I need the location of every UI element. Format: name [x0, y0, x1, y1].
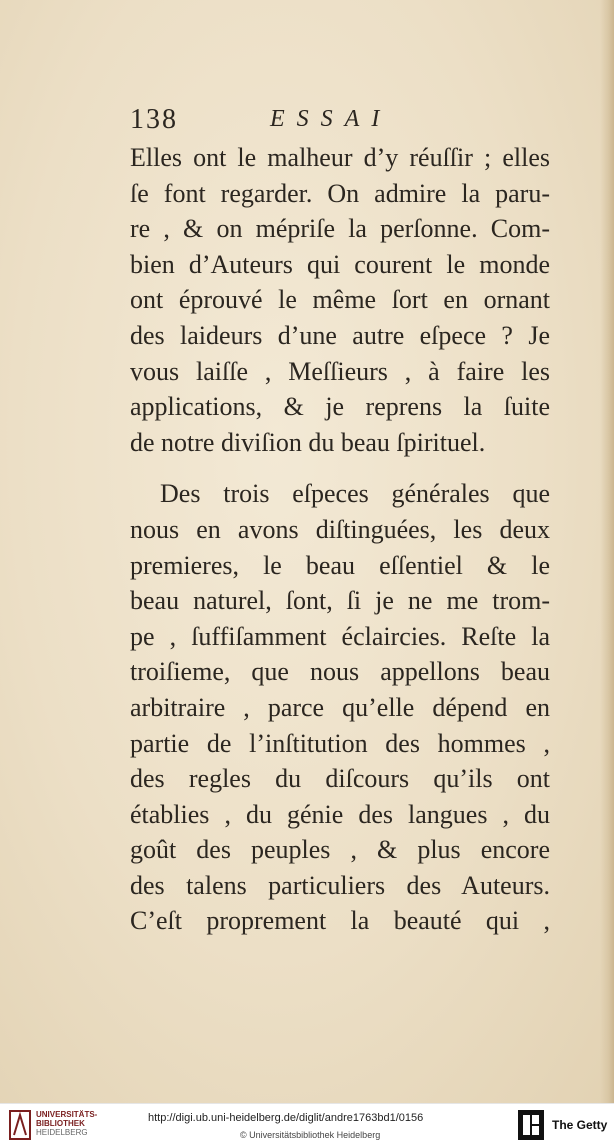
text-line: des laideurs d’une autre eſpece ? Je	[130, 320, 550, 350]
running-head: ESSAI	[270, 106, 392, 132]
getty-logo-icon	[518, 1110, 544, 1140]
paragraph-1	[130, 140, 550, 460]
text-line: applications, & je reprens la ſuite	[130, 392, 550, 422]
viewer-footer	[0, 1103, 614, 1147]
text-line: re , & on mépriſe la perſonne. Com-	[130, 214, 550, 244]
page-header	[130, 100, 550, 140]
text-line: partie de l’inſtitution des hommes ,	[130, 728, 550, 758]
text-line: arbitraire , parce qu’elle dépend en	[130, 692, 550, 722]
text-line: ſe font regarder. On admire la paru-	[130, 178, 550, 208]
getty-name: The Getty	[552, 1118, 608, 1132]
university-library-logo-icon	[8, 1109, 32, 1141]
text-line: beau naturel, ſont, ſi je ne me trom-	[130, 586, 550, 616]
permalink-url[interactable]: http://digi.ub.uni-heidelberg.de/diglit/andre1763bd1/0156	[148, 1112, 424, 1124]
text-line: bien d’Auteurs qui courent le monde	[130, 249, 550, 279]
uni-name-line: BIBLIOTHEK	[36, 1119, 85, 1128]
text-line: goût des peuples , & plus encore	[130, 835, 550, 865]
copyright-notice: © Universitätsbibliothek Heidelberg	[240, 1130, 381, 1140]
text-line: premieres, le beau eſſentiel & le	[130, 550, 550, 580]
text-line: pe , ſuffiſamment éclaircies. Reſte la	[130, 621, 550, 651]
page-number: 138	[130, 104, 178, 135]
text-line: des regles du diſcours qu’ils ont	[130, 764, 550, 794]
text-line: des talens particuliers des Auteurs.	[130, 870, 550, 900]
text-line: ont éprouvé le même ſort en ornant	[130, 285, 550, 315]
uni-name-line: HEIDELBERG	[36, 1128, 88, 1137]
uni-name-line: UNIVERSITÄTS-	[36, 1110, 98, 1119]
text-line: nous en avons diſtinguées, les deux	[130, 514, 550, 544]
text-line: troiſieme, que nous appellons beau	[130, 657, 550, 687]
text-line: de notre diviſion du beau ſpirituel.	[130, 427, 486, 457]
paragraph-gap	[130, 460, 550, 476]
text-line: Elles ont le malheur d’y réuſſir ; elles	[130, 143, 550, 172]
university-library-name	[36, 1110, 97, 1137]
text-line: Des trois eſpeces générales que	[160, 479, 550, 509]
page-edge-shadow	[600, 0, 614, 1103]
text-line: établies , du génie des langues , du	[130, 799, 550, 829]
text-block	[130, 100, 550, 939]
text-line: vous laiſſe , Meſſieurs , à faire les	[130, 356, 550, 386]
text-line: C’eſt proprement la beauté qui ,	[130, 906, 550, 936]
paragraph-2	[130, 476, 550, 939]
